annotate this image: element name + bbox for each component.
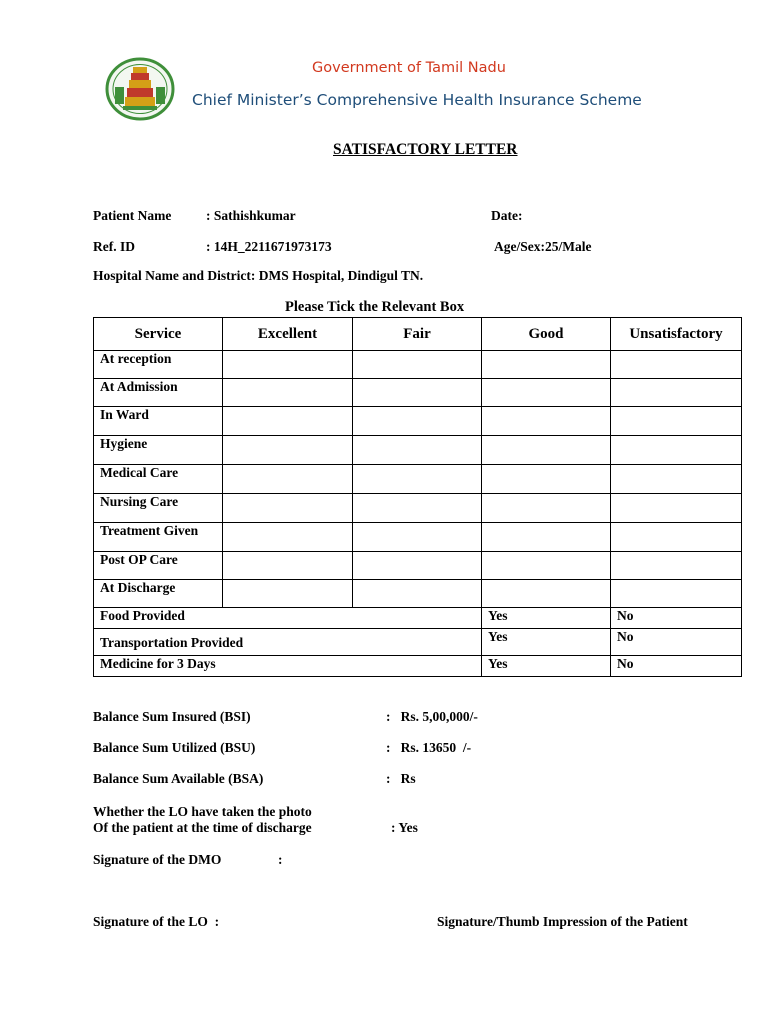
column-header-excellent: Excellent: [223, 318, 353, 351]
service-label: In Ward: [94, 407, 223, 436]
tick-box-good[interactable]: [482, 552, 611, 580]
tick-box-unsatisfactory[interactable]: [611, 552, 742, 580]
tick-box-fair[interactable]: [353, 523, 482, 552]
tick-box-good[interactable]: [482, 465, 611, 494]
bsa-label: Balance Sum Available (BSA): [93, 771, 264, 786]
table-row: [94, 580, 742, 608]
tick-box-excellent[interactable]: [223, 465, 353, 494]
tick-box-unsatisfactory[interactable]: [611, 523, 742, 552]
tick-box-fair[interactable]: [353, 436, 482, 465]
tick-box-good[interactable]: [482, 494, 611, 523]
tick-box-excellent[interactable]: [223, 523, 353, 552]
table-heading: Please Tick the Relevant Box: [285, 299, 465, 315]
bsa-value: : Rs: [386, 771, 416, 786]
tick-box-unsatisfactory[interactable]: [611, 407, 742, 436]
tick-box-good[interactable]: [482, 379, 611, 407]
yes-option[interactable]: Yes: [482, 629, 611, 656]
hospital-name: Hospital Name and District: DMS Hospital, Dindigul TN.: [93, 268, 424, 283]
service-label: At Discharge: [94, 580, 223, 608]
service-label: Post OP Care: [94, 552, 223, 580]
bsu-label: Balance Sum Utilized (BSU): [93, 740, 256, 755]
column-header-good: Good: [482, 318, 611, 351]
tick-box-fair[interactable]: [353, 494, 482, 523]
ref-id-label: Ref. ID: [93, 239, 135, 254]
table-row: [94, 494, 742, 523]
no-option[interactable]: No: [611, 629, 742, 656]
ref-id-value: : 14H_2211671973173: [206, 239, 332, 254]
dmo-signature-label: Signature of the DMO: [93, 852, 222, 867]
scheme-title: Chief Minister’s Comprehensive Health Insurance Scheme: [192, 91, 642, 109]
tick-box-fair[interactable]: [353, 351, 482, 379]
bsi-label: Balance Sum Insured (BSI): [93, 709, 251, 724]
table-row: [94, 608, 742, 629]
rating-table: [93, 317, 742, 677]
date-label: Date:: [491, 208, 523, 223]
tick-box-fair[interactable]: [353, 407, 482, 436]
tick-box-unsatisfactory[interactable]: [611, 494, 742, 523]
service-label: At Admission: [94, 379, 223, 407]
patient-name-label: Patient Name: [93, 208, 172, 223]
service-label: Hygiene: [94, 436, 223, 465]
service-label: At reception: [94, 351, 223, 379]
tick-box-good[interactable]: [482, 407, 611, 436]
tick-box-good[interactable]: [482, 436, 611, 465]
patient-name-value: : Sathishkumar: [206, 208, 296, 223]
table-header-row: [94, 318, 742, 351]
column-header-service: Service: [94, 318, 223, 351]
tick-box-good[interactable]: [482, 351, 611, 379]
column-header-fair: Fair: [353, 318, 482, 351]
table-row: [94, 407, 742, 436]
table-row: [94, 629, 742, 656]
tick-box-fair[interactable]: [353, 465, 482, 494]
yes-no-label: Food Provided: [94, 608, 482, 629]
tick-box-unsatisfactory[interactable]: [611, 351, 742, 379]
tick-box-good[interactable]: [482, 580, 611, 608]
tick-box-excellent[interactable]: [223, 436, 353, 465]
tick-box-fair[interactable]: [353, 379, 482, 407]
yes-no-label: Transportation Provided: [94, 629, 482, 656]
photo-question-line2: Of the patient at the time of discharge: [93, 820, 312, 835]
tick-box-excellent[interactable]: [223, 379, 353, 407]
table-row: [94, 465, 742, 494]
column-header-unsatisfactory: Unsatisfactory: [611, 318, 742, 351]
service-label: Nursing Care: [94, 494, 223, 523]
tick-box-unsatisfactory[interactable]: [611, 379, 742, 407]
no-option[interactable]: No: [611, 608, 742, 629]
patient-signature-label: Signature/Thumb Impression of the Patient: [437, 914, 688, 929]
tick-box-excellent[interactable]: [223, 552, 353, 580]
table-row: [94, 351, 742, 379]
document-title: SATISFACTORY LETTER: [333, 141, 518, 158]
service-label: Medical Care: [94, 465, 223, 494]
table-row: [94, 523, 742, 552]
table-row: [94, 379, 742, 407]
tick-box-unsatisfactory[interactable]: [611, 580, 742, 608]
no-option[interactable]: No: [611, 656, 742, 677]
yes-option[interactable]: Yes: [482, 656, 611, 677]
service-label: Treatment Given: [94, 523, 223, 552]
bsu-value: : Rs. 13650 /-: [386, 740, 472, 755]
government-title: Government of Tamil Nadu: [312, 60, 506, 76]
photo-question-line1: Whether the LO have taken the photo: [93, 804, 312, 819]
lo-signature-label: Signature of the LO :: [93, 914, 220, 929]
tick-box-excellent[interactable]: [223, 351, 353, 379]
yes-option[interactable]: Yes: [482, 608, 611, 629]
tick-box-unsatisfactory[interactable]: [611, 465, 742, 494]
photo-answer: : Yes: [391, 820, 418, 835]
tick-box-unsatisfactory[interactable]: [611, 436, 742, 465]
table-row: [94, 656, 742, 677]
table-row: [94, 436, 742, 465]
yes-no-label: Medicine for 3 Days: [94, 656, 482, 677]
table-row: [94, 552, 742, 580]
tick-box-excellent[interactable]: [223, 580, 353, 608]
tick-box-fair[interactable]: [353, 552, 482, 580]
tamil-nadu-emblem-logo: [105, 57, 175, 121]
tick-box-good[interactable]: [482, 523, 611, 552]
dmo-signature-colon: :: [278, 852, 283, 867]
bsi-value: : Rs. 5,00,000/-: [386, 709, 478, 724]
tick-box-excellent[interactable]: [223, 407, 353, 436]
tick-box-excellent[interactable]: [223, 494, 353, 523]
age-sex: Age/Sex:25/Male: [494, 239, 592, 254]
tick-box-fair[interactable]: [353, 580, 482, 608]
